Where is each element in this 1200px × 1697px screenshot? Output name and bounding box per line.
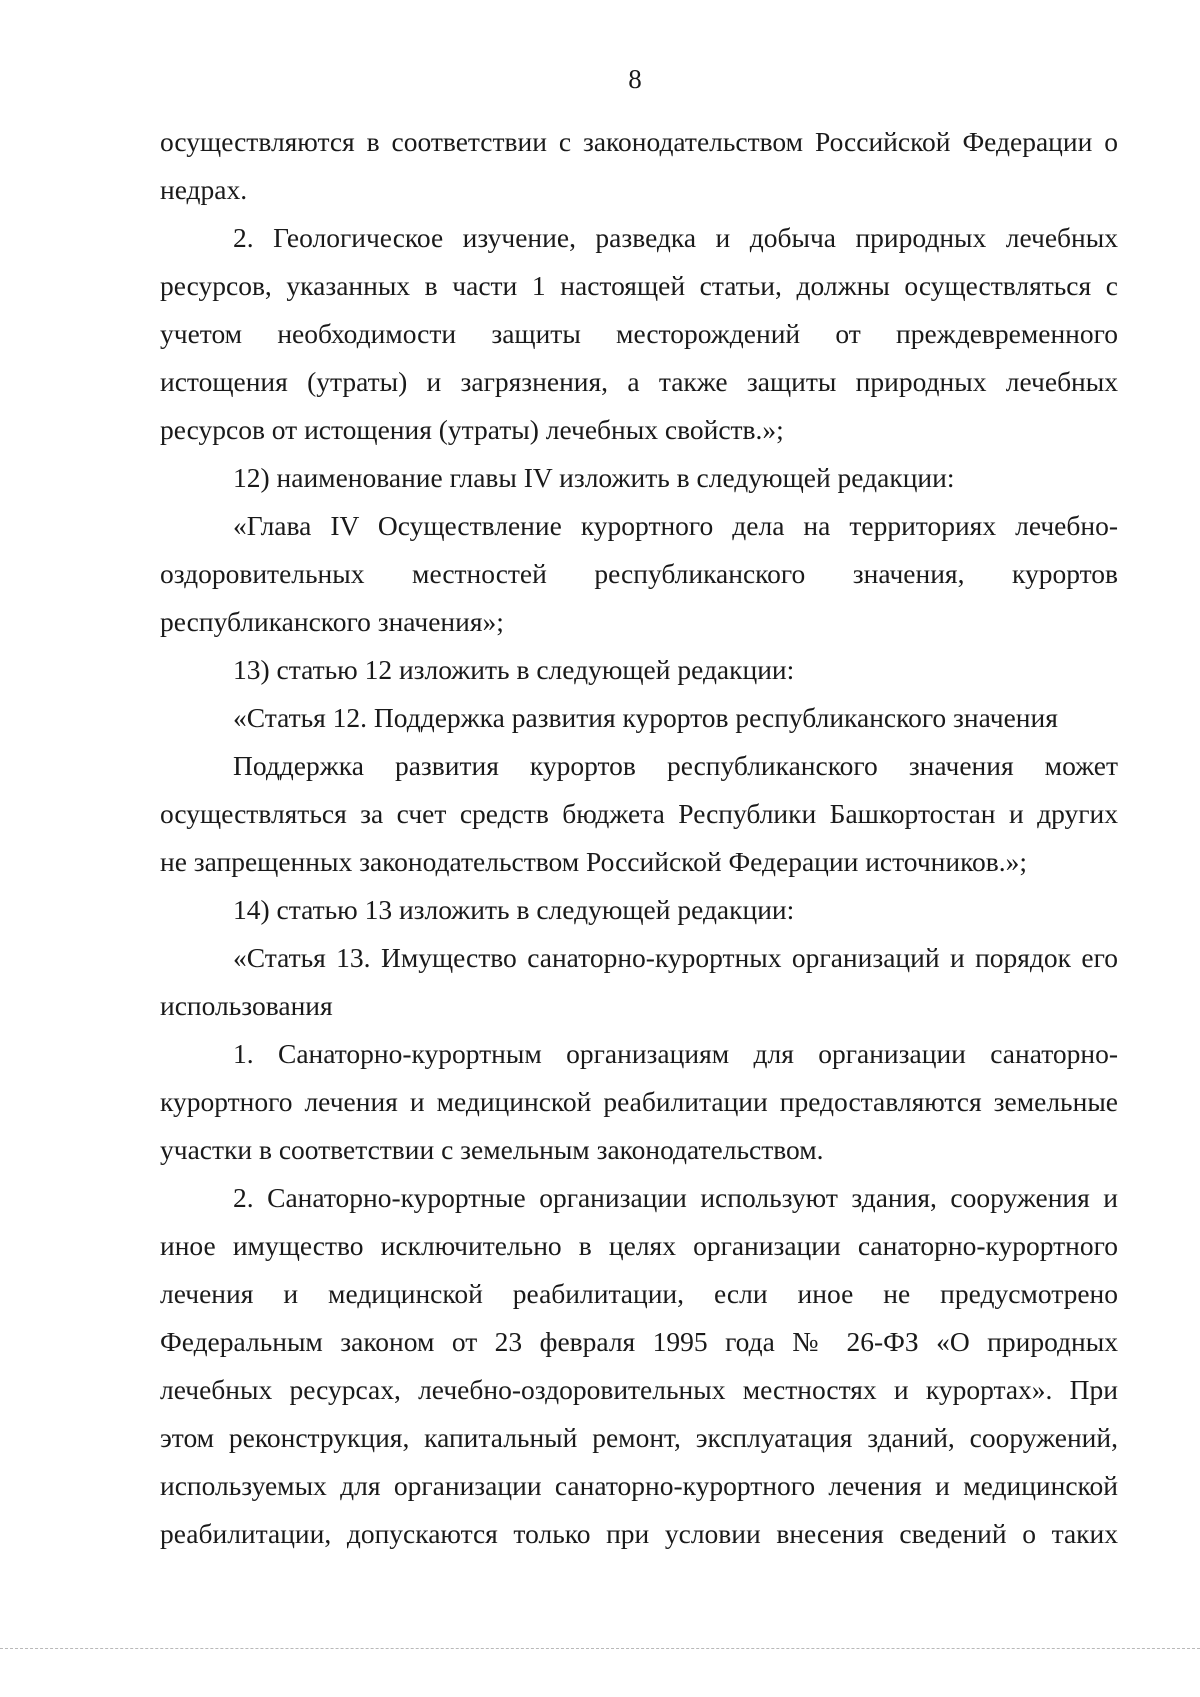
page-number: 8 bbox=[628, 64, 642, 94]
page-bottom-rule bbox=[0, 1648, 1200, 1649]
text-line: использования bbox=[160, 990, 333, 1021]
document-body bbox=[160, 118, 1118, 1558]
text-line: 14) статью 13 изложить в следующей редакции: bbox=[233, 894, 795, 925]
text-line: 12) наименование главы IV изложить в следующей редакции: bbox=[233, 462, 955, 493]
text-line: ресурсов от истощения (утраты) лечебных свойств.»; bbox=[160, 414, 784, 445]
text-line: «Глава IV Осуществление курортного дела на территориях лечебно- bbox=[233, 510, 1118, 541]
text-line: используемых для организации санаторно-курортного лечения и медицинской bbox=[160, 1470, 1118, 1501]
text-line: лечения и медицинской реабилитации, если иное не предусмотрено bbox=[160, 1278, 1118, 1309]
text-line: Поддержка развития курортов республиканского значения может bbox=[233, 750, 1118, 781]
text-line: реабилитации, допускаются только при условии внесения сведений о таких bbox=[160, 1518, 1118, 1549]
text-line: 13) статью 12 изложить в следующей редакции: bbox=[233, 654, 795, 685]
text-line: «Статья 13. Имущество санаторно-курортных организаций и порядок его bbox=[233, 942, 1118, 973]
text-line: лечебных ресурсах, лечебно-оздоровительных местностях и курортах». При bbox=[160, 1374, 1118, 1405]
text-line: ресурсов, указанных в части 1 настоящей статьи, должны осуществляться с bbox=[160, 270, 1118, 301]
text-line: осуществляются в соответствии с законодательством Российской Федерации о bbox=[160, 126, 1118, 157]
text-line: 1. Санаторно-курортным организациям для организации санаторно- bbox=[233, 1038, 1118, 1069]
text-line: этом реконструкция, капитальный ремонт, эксплуатация зданий, сооружений, bbox=[160, 1422, 1118, 1453]
text-line: иное имущество исключительно в целях организации санаторно-курортного bbox=[160, 1230, 1118, 1261]
text-line: истощения (утраты) и загрязнения, а также защиты природных лечебных bbox=[160, 366, 1118, 397]
text-line: учетом необходимости защиты месторождений от преждевременного bbox=[160, 318, 1118, 349]
text-line: Федеральным законом от 23 февраля 1995 года № 26-ФЗ «О природных bbox=[160, 1326, 1118, 1357]
text-line: курортного лечения и медицинской реабилитации предоставляются земельные bbox=[160, 1086, 1118, 1117]
text-line: осуществляться за счет средств бюджета Республики Башкортостан и других bbox=[160, 798, 1118, 829]
text-line: республиканского значения»; bbox=[160, 606, 504, 637]
text-line: оздоровительных местностей республиканского значения, курортов bbox=[160, 558, 1118, 589]
text-line: не запрещенных законодательством Российской Федерации источников.»; bbox=[160, 846, 1028, 877]
text-line: участки в соответствии с земельным законодательством. bbox=[160, 1134, 824, 1165]
text-line: «Статья 12. Поддержка развития курортов республиканского значения bbox=[233, 702, 1058, 733]
text-line: 2. Санаторно-курортные организации используют здания, сооружения и bbox=[233, 1182, 1118, 1213]
text-line: недрах. bbox=[160, 174, 248, 205]
text-line: 2. Геологическое изучение, разведка и добыча природных лечебных bbox=[233, 222, 1118, 253]
